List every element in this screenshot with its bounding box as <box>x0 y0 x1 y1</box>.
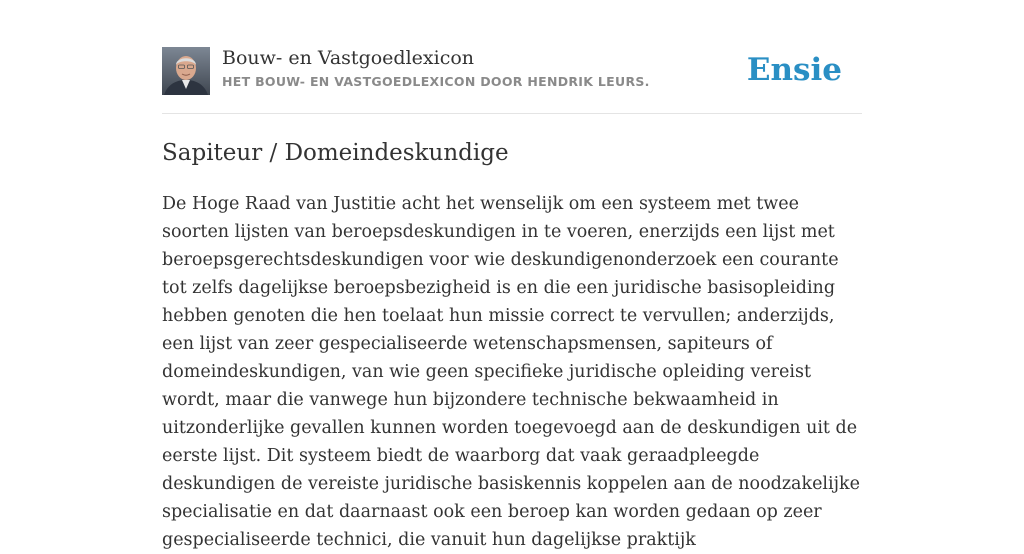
source-header <box>162 46 862 96</box>
header-divider <box>162 113 862 114</box>
ensie-logo[interactable]: Ensie <box>746 52 842 88</box>
author-portrait-icon <box>162 47 210 95</box>
author-avatar[interactable] <box>162 47 210 95</box>
page-title: Sapiteur / Domeindeskundige <box>162 140 509 166</box>
article-body: De Hoge Raad van Justitie acht het wenselijk om een systeem met twee soorten lijsten van beroepsdeskundigen in te voeren, enerzijds een lijst met beroepsgerechtsdeskundigen voor wie deskundigenonderzoek een courante tot zelfs dagelijkse beroepsbezigheid is en die een juridische basisopleiding hebben genoten die hen toelaat hun missie correct te vervullen; anderzijds, een lijst van zeer gespecialiseerde wetenschapsmensen, sapiteurs of domeindeskundigen, van wie geen specifieke juridische opleiding vereist wordt, maar die vanwege hun bijzondere technische bekwaamheid in uitzonderlijke gevallen kunnen worden toegevoegd aan de deskundigen uit de eerste lijst. Dit systeem biedt de waarborg dat vaak geraadpleegde deskundigen de vereiste juridische basiskennis koppelen aan de noodzakelijke specialisatie en dat daarnaast ook een beroep kan worden gedaan op zeer gespecialiseerde technici, die vanuit hun dagelijkse praktijk <box>162 194 861 550</box>
source-subtitle: HET BOUW- EN VASTGOEDLEXICON DOOR HENDRIK LEURS. <box>222 74 650 89</box>
source-title[interactable]: Bouw- en Vastgoedlexicon <box>222 47 475 69</box>
